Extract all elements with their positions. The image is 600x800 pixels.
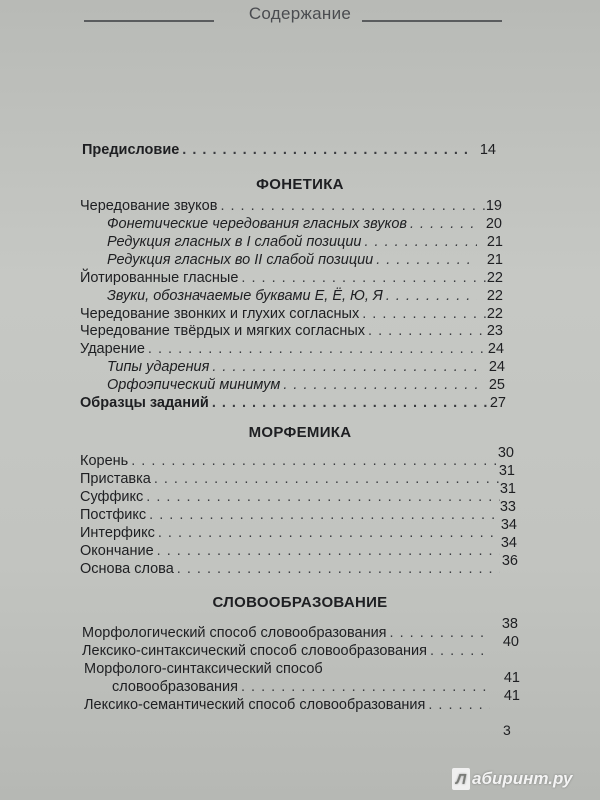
watermark xyxy=(452,768,572,790)
labirint-logo-icon: Л xyxy=(452,768,470,790)
toc-entry[interactable]: Морфологический способ словообразования . . . xyxy=(82,624,490,642)
toc-entry[interactable]: Лексико-семантический способ словообразования . . . xyxy=(84,696,490,714)
toc-entry[interactable]: Орфоэпический минимум . . . xyxy=(107,376,477,394)
toc-entry[interactable]: Морфолого-синтаксический способ xyxy=(84,661,323,677)
toc-entry[interactable]: Корень . . . xyxy=(80,452,500,470)
toc-entry[interactable]: Фонетические чередования гласных звуков . . . xyxy=(107,215,477,233)
toc-entry[interactable]: Редукция гласных в I слабой позиции . . . xyxy=(107,233,477,251)
page-title: Содержание xyxy=(248,4,352,23)
toc-entry[interactable]: Лексико-синтаксический способ словообразования . . . xyxy=(82,642,490,660)
section-title-word-formation: СЛОВООБРАЗОВАНИЕ xyxy=(212,594,388,611)
section-title-phonetics: ФОНЕТИКА xyxy=(256,176,344,193)
toc-entry[interactable]: Постфикс . . . xyxy=(80,506,500,524)
section-title-morphemics: МОРФЕМИКА xyxy=(248,424,352,441)
toc-entry[interactable]: Типы ударения . . . xyxy=(107,358,477,376)
toc-entry[interactable]: Чередование твёрдых и мягких согласных . . . xyxy=(80,322,488,340)
toc-entry[interactable]: Йотированные гласные . . . xyxy=(80,269,488,287)
toc-entry[interactable]: словообразования . . . xyxy=(112,678,490,696)
toc-entry-title: Предисловие xyxy=(82,142,180,158)
toc-entry[interactable]: Чередование звонких и глухих согласных . . . xyxy=(80,305,488,323)
toc-entry-page: 14 xyxy=(479,142,496,158)
toc-entry[interactable]: Образцы заданий . . . xyxy=(80,394,488,412)
toc-entry[interactable]: Редукция гласных во II слабой позиции . . . xyxy=(107,251,477,269)
toc-entry-preface[interactable] xyxy=(82,141,468,159)
toc-entry[interactable]: Суффикс . . . xyxy=(80,488,500,506)
toc-entry[interactable]: Окончание . . . xyxy=(80,542,500,560)
toc-entry[interactable]: Основа слова . . . xyxy=(80,560,500,578)
toc-entry[interactable]: Чередование звуков . . . xyxy=(80,197,488,215)
watermark-text: абиринт.ру xyxy=(472,769,573,788)
toc-entry[interactable]: Звуки, обозначаемые буквами Е, Ё, Ю, Я . . . xyxy=(107,287,477,305)
toc-entry[interactable]: Интерфикс . . . xyxy=(80,524,500,542)
toc-entry[interactable]: Приставка . . . xyxy=(80,470,500,488)
toc-entry[interactable]: Ударение . . . xyxy=(80,340,488,358)
book-page: Содержание Предисловие . . . 14 ФОНЕТИКА Чередование звуков . . . 19 Фонетические чередования гласных звуков . . . 20 Редукция гласных в I слабой позиции . . . 21 Редукция гласных во II слабой позиции . . . 21 Йотированные гласные . . . 22 Звуки, обозначаемые буквами Е, Ё, Ю, Я . . . 22 Чередование звонких и глухих согласных . . . 22 Чередование твёрдых и мягких согласных . . . 23 Ударение . . . 24 Типы ударения . . . 24 Орфоэпический минимум . . . 25 Образцы заданий . . . 27 МОРФЕМИКА Корень . . . 30 Приставка . . . 31 Суффикс . . . 31 Постфикс . . . 33 Интерфикс . . . 34 Окончание . . . 34 Основа слова . . . 36 СЛОВООБРАЗОВАНИЕ Морфологический способ словообразования . . . 38 Лексико-синтаксический способ словообразования . . . 40 Морфолого-синтаксический способ словообразования . . . 41 Лексико-семантический способ словообразования . . . 41 3 Л абиринт.ру xyxy=(0,0,600,800)
header-rule-right xyxy=(362,20,502,22)
page-number: 3 xyxy=(503,722,511,738)
